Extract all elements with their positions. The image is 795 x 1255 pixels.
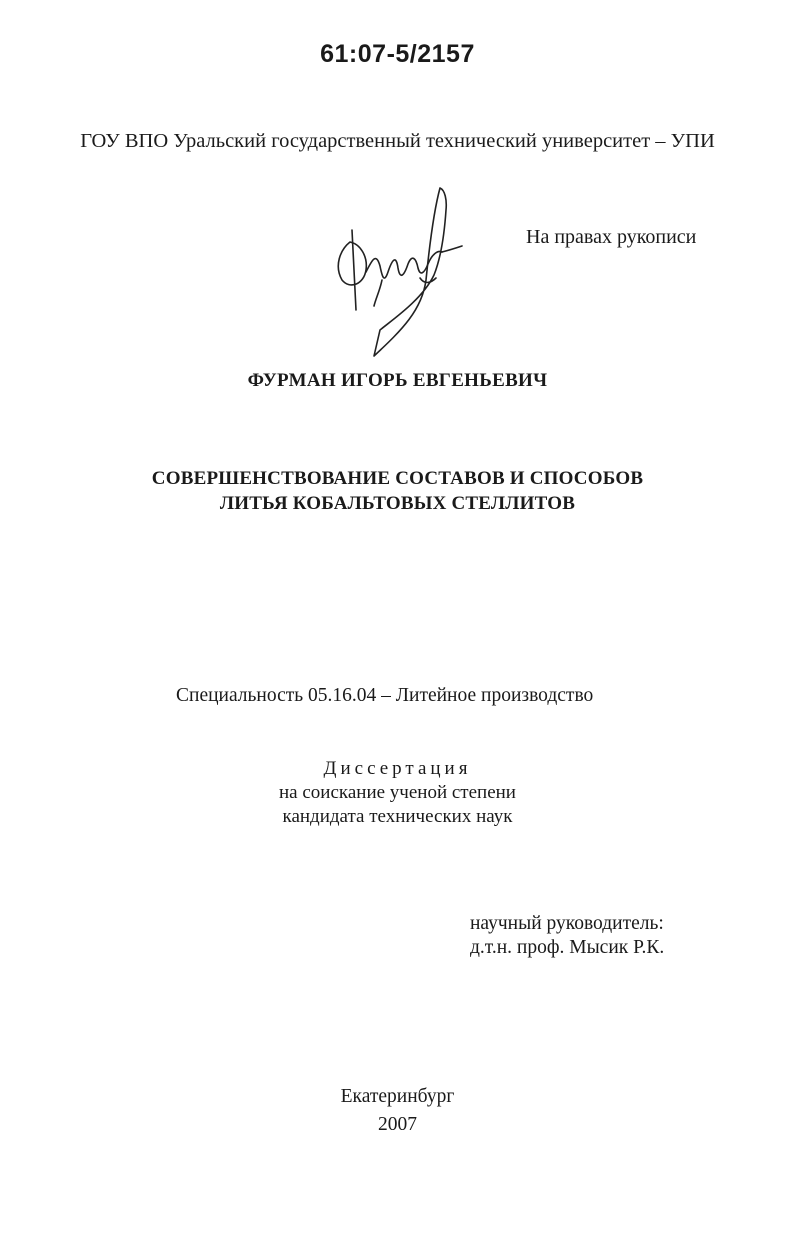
author-name: ФУРМАН ИГОРЬ ЕВГЕНЬЕВИЧ <box>247 370 548 391</box>
dissertation-block <box>0 757 795 829</box>
handwritten-signature <box>322 180 472 365</box>
year: 2007 <box>378 1114 417 1135</box>
dissertation-degree-line-1: на соискание ученой степени <box>279 782 516 803</box>
title-line-1: СОВЕРШЕНСТВОВАНИЕ СОСТАВОВ И СПОСОБОВ <box>151 468 644 489</box>
catalog-number: 61:07-5/2157 <box>320 40 475 68</box>
specialty: Специальность 05.16.04 – Литейное производство <box>176 685 594 706</box>
place-and-year <box>0 1083 795 1139</box>
advisor-block <box>470 912 664 960</box>
rights-note: На правах рукописи <box>526 226 697 248</box>
dissertation-title <box>0 466 795 516</box>
advisor-name: д.т.н. проф. Мысик Р.К. <box>470 937 665 958</box>
dissertation-degree-line-2: кандидата технических наук <box>282 806 513 827</box>
dissertation-type: Диссертация <box>323 758 472 779</box>
title-line-2: ЛИТЬЯ КОБАЛЬТОВЫХ СТЕЛЛИТОВ <box>219 493 576 514</box>
city: Екатеринбург <box>340 1086 455 1107</box>
advisor-label: научный руководитель: <box>470 913 664 934</box>
institution-name: ГОУ ВПО Уральский государственный технический университет – УПИ <box>80 130 715 152</box>
